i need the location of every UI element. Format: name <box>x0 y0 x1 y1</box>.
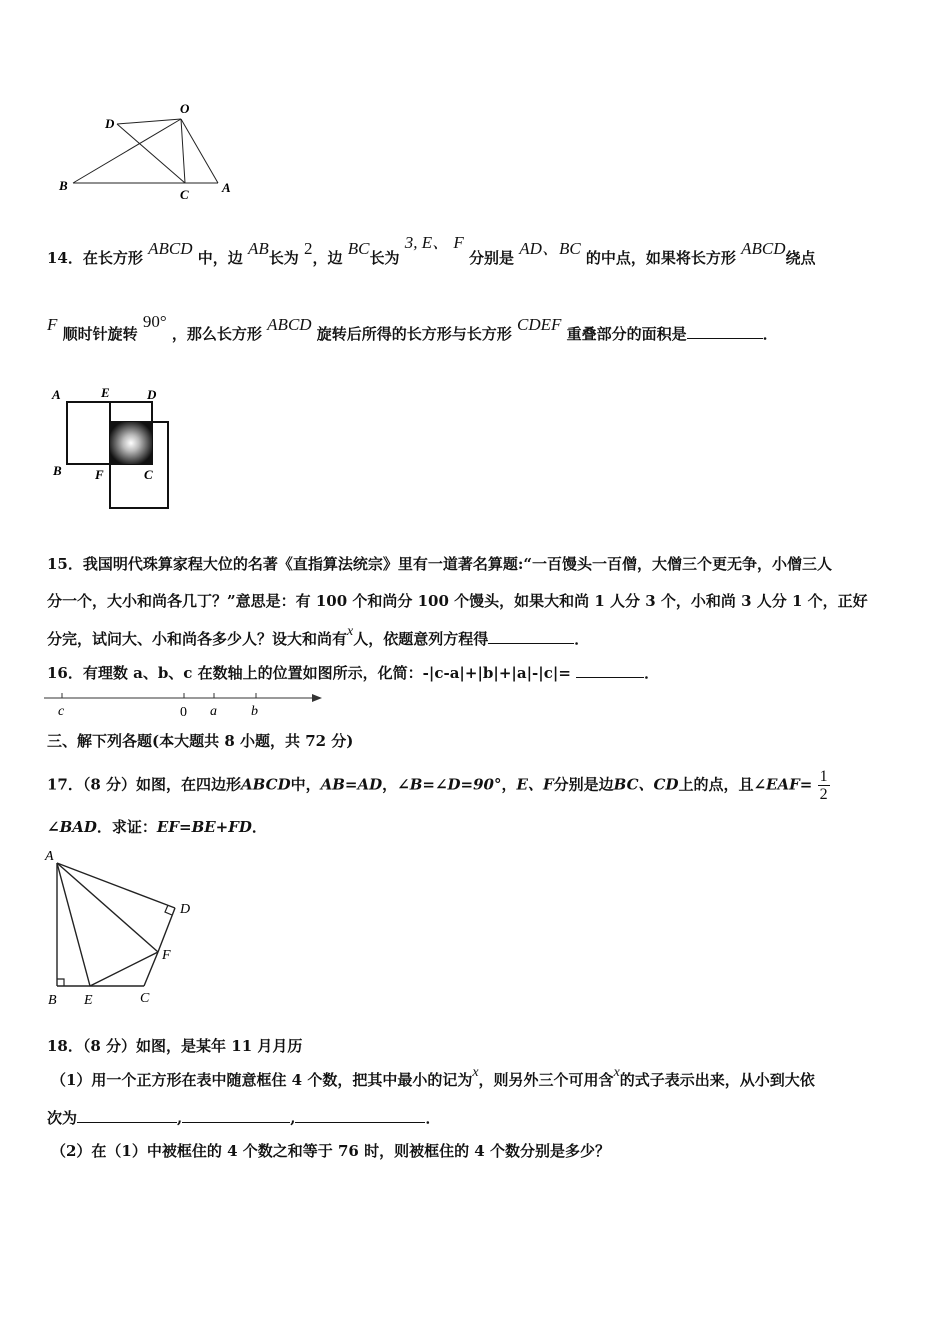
side-CF <box>144 952 158 986</box>
label-O: O <box>180 101 190 116</box>
q17-line1 <box>47 768 830 803</box>
q15-line3 <box>47 624 590 651</box>
q14-text-3: 长为 <box>268 249 299 267</box>
q18-end: ． <box>425 1109 441 1127</box>
fig14-label-F: F <box>95 467 104 482</box>
q14-text-10: ，那么长方形 <box>171 325 262 343</box>
q15-answer-blank[interactable] <box>488 628 574 644</box>
q17-bccd: BC、CD <box>613 775 679 794</box>
q14-text-9: 顺时针旋转 <box>62 325 138 343</box>
q14-text-4: ，边 <box>312 249 343 267</box>
fig14-label-C: C <box>144 467 153 482</box>
q18-answer-blank-2[interactable] <box>182 1107 290 1123</box>
q14-text-6: 分别是 <box>469 249 515 267</box>
q18-text-1b: ，则另外三个可用含 <box>478 1071 614 1089</box>
q14-line2 <box>47 312 778 344</box>
fig14-label-D: D <box>147 387 157 402</box>
q17-cond-2: ∠B=∠D=90° <box>397 775 502 794</box>
quadrilateral-figure <box>40 845 210 1010</box>
q15-text-3b: 人，依题意列方程得 <box>353 630 489 648</box>
q18-comma-1: , <box>177 1109 183 1127</box>
q18-answer-blank-3[interactable] <box>295 1107 425 1123</box>
q17-text-2: ， <box>382 775 398 794</box>
fig17-label-E: E <box>84 993 93 1008</box>
q15-math-x: x <box>347 624 354 639</box>
side-AD <box>57 863 175 908</box>
q18-title: 18．（8 分）如图，是某年 11 月月历 <box>47 1037 303 1055</box>
q14-math-3ef: 3, E、 F <box>404 233 464 252</box>
fig14-label-B: B <box>53 463 62 478</box>
q16-line <box>47 662 659 683</box>
q17-equation: EF=BE+FD <box>156 818 252 836</box>
fraction-half <box>818 768 830 803</box>
triangle-figure-top <box>55 98 245 208</box>
overlap-region <box>110 422 152 464</box>
fig17-label-B: B <box>48 993 57 1008</box>
axis-label-zero: 0 <box>180 705 187 720</box>
fig14-label-A: A <box>52 387 61 402</box>
q14-text-1: 在长方形 <box>82 249 143 267</box>
label-B: B <box>59 178 68 193</box>
q17-angle: ∠EAF= <box>753 775 813 794</box>
q15-line2: 分一个，大小和尚各几丁？”意思是：有 100 个和尚分 100 个馒头，如果大和尚 1 人分 3 个，小和尚 3 人分 1 个，正好 <box>47 592 868 610</box>
q14-math-abcd: ABCD <box>148 239 193 258</box>
q14-math-ab: AB <box>248 239 269 258</box>
axis-label-a: a <box>210 704 217 719</box>
q18-math-x2: x <box>613 1065 620 1080</box>
q18-text-1c: 的式子表示出来，从小到大依 <box>619 1071 815 1089</box>
q17-end: ． <box>251 818 267 836</box>
fraction-numerator: 1 <box>819 768 828 785</box>
fig17-label-C: C <box>140 991 150 1006</box>
q14-answer-blank[interactable] <box>687 323 763 339</box>
segment-BO <box>73 119 181 183</box>
segment-DO <box>117 119 181 124</box>
label-C: C <box>180 187 189 202</box>
q17-angle-bad: ∠BAD <box>47 818 97 836</box>
q14-math-bc: BC <box>347 239 370 258</box>
segment-AF <box>57 863 158 952</box>
q15-line1: 15．我国明代珠算家程大位的名著《直指算法统宗》里有一道著名算题:“一百馒头一百僧，大僧三个更无争，小僧三人 <box>47 555 833 573</box>
q18-comma-2: , <box>290 1109 296 1127</box>
q14-line1 <box>47 233 816 268</box>
axis-label-b: b <box>251 704 258 719</box>
number-line <box>42 688 327 720</box>
q18-part1-line2 <box>47 1107 441 1128</box>
segment-AE <box>57 863 90 986</box>
side-FD <box>158 908 175 952</box>
q16-end: ． <box>644 664 660 682</box>
q14-end: ． <box>762 325 778 343</box>
fraction-denominator: 2 <box>819 786 828 803</box>
q15-text-3a: 分完，试问大、小和尚各多少人？设大和尚有 <box>47 630 348 648</box>
q14-text-2: 中，边 <box>197 249 243 267</box>
label-D: D <box>105 116 115 131</box>
q18-part2: （2）在（1）中被框住的 4 个数之和等于 76 时，则被框住的 4 个数分别是多少？ <box>51 1142 610 1160</box>
q14-text-8: 绕点 <box>785 249 816 267</box>
q14-text-5: 长为 <box>369 249 400 267</box>
axis-label-c: c <box>58 704 65 719</box>
axis-arrow <box>312 694 322 702</box>
q17-ef: E、F <box>516 775 554 794</box>
q14-math-abcd-3: ABCD <box>267 315 312 334</box>
q14-math-abcd-2: ABCD <box>741 239 786 258</box>
segment-OA <box>181 119 218 183</box>
q14-number: 14． <box>47 249 83 267</box>
segment-DC <box>117 124 185 183</box>
label-A: A <box>222 180 231 195</box>
q17-text-5: 上的点，且 <box>678 775 754 794</box>
fig17-label-D: D <box>180 902 191 917</box>
q17-text-4: 分别是边 <box>553 775 614 794</box>
q14-math-f: F <box>47 315 58 334</box>
q18-text-1a: （1）用一个正方形在表中随意框住 4 个数，把其中最小的记为 <box>51 1071 473 1089</box>
section-3-heading: 三、解下列各题(本大题共 8 小题，共 72 分) <box>47 732 354 750</box>
right-angle-B <box>57 979 64 986</box>
q18-math-x1: x <box>472 1065 479 1080</box>
q17-abcd: ABCD <box>241 775 291 794</box>
q14-math-adbc: AD、BC <box>519 239 581 258</box>
q16-text: 16．有理数 a、b、c 在数轴上的位置如图所示，化简：-|c-a|+|b|+|a|-|c|= <box>47 664 571 682</box>
q14-math-cdef: CDEF <box>517 315 562 334</box>
q16-answer-blank[interactable] <box>576 662 644 678</box>
q14-text-11: 旋转后所得的长方形与长方形 <box>316 325 512 343</box>
rectangle-rotation-figure <box>48 382 178 517</box>
segment-OC <box>181 119 185 183</box>
q18-text-order: 次为 <box>47 1109 78 1127</box>
q17-text-prove: ．求证： <box>96 818 157 836</box>
q14-math-90: 90° <box>142 312 167 331</box>
q18-part1-line1 <box>51 1065 815 1092</box>
fig14-label-E: E <box>101 385 110 400</box>
q14-text-7: 的中点，如果将长方形 <box>585 249 736 267</box>
q15-end: ． <box>574 630 590 648</box>
segment-EF <box>90 952 158 986</box>
q18-answer-blank-1[interactable] <box>77 1107 177 1123</box>
q17-line2 <box>47 817 267 837</box>
fig17-label-A: A <box>45 849 54 864</box>
q17-text-num: 17．（8 分）如图，在四边形 <box>47 775 242 794</box>
q14-math-2: 2 <box>304 239 313 258</box>
fig17-label-F: F <box>162 948 171 963</box>
q17-text-3: ， <box>501 775 517 794</box>
q17-cond-1: AB=AD <box>320 775 383 794</box>
q14-text-12: 重叠部分的面积是 <box>566 325 687 343</box>
q17-text-1: 中， <box>290 775 321 794</box>
